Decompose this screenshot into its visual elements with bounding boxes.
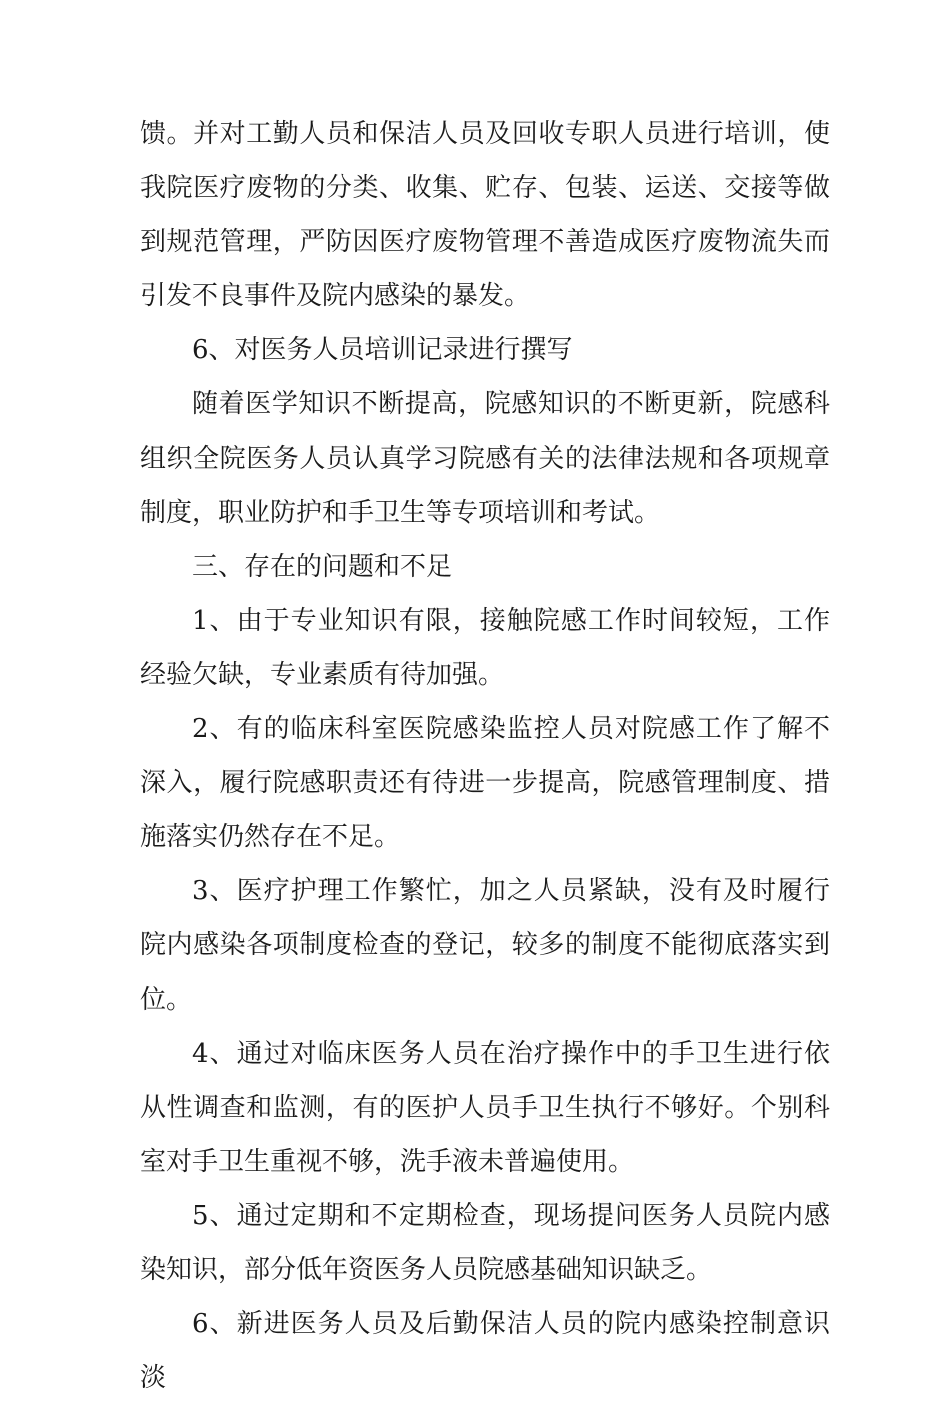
paragraph-medical-waste-training: 馈。并对工勤人员和保洁人员及回收专职人员进行培训，使我院医疗废物的分类、收集、贮存、包装、运送、交接等做到规范管理，严防因医疗废物管理不善造成医疗废物流失而引发不良事件及院内感染的暴发。 [140, 119, 830, 312]
paragraph-problem-2: 2、有的临床科室医院感染监控人员对院感工作了解不深入，履行院感职责还有待进一步提高，院感管理制度、措施落实仍然存在不足。 [140, 714, 830, 853]
paragraph-training-records-heading: 6、对医务人员培训记录进行撰写 [192, 335, 573, 366]
paragraph-problem-5: 5、通过定期和不定期检查，现场提问医务人员院内感染知识，部分低年资医务人员院感基础知识缺乏。 [140, 1200, 830, 1285]
paragraph-problem-6: 6、新进医务人员及后勤保洁人员的院内感染控制意识淡 [140, 1309, 830, 1394]
paragraph-problem-3: 3、医疗护理工作繁忙，加之人员紧缺，没有及时履行院内感染各项制度检查的登记，较多的制度不能彻底落实到位。 [140, 876, 830, 1015]
section-heading-problems: 三、存在的问题和不足 [192, 551, 453, 582]
paragraph-problem-1: 1、由于专业知识有限，接触院感工作时间较短，工作经验欠缺，专业素质有待加强。 [140, 605, 830, 690]
paragraph-training-records: 随着医学知识不断提高，院感知识的不断更新，院感科组织全院医务人员认真学习院感有关的法律法规和各项规章制度，职业防护和手卫生等专项培训和考试。 [140, 389, 830, 528]
document-body [140, 107, 830, 1405]
paragraph-problem-4: 4、通过对临床医务人员在治疗操作中的手卫生进行依从性调查和监测，有的医护人员手卫生执行不够好。个别科室对手卫生重视不够，洗手液未普遍使用。 [140, 1038, 830, 1177]
